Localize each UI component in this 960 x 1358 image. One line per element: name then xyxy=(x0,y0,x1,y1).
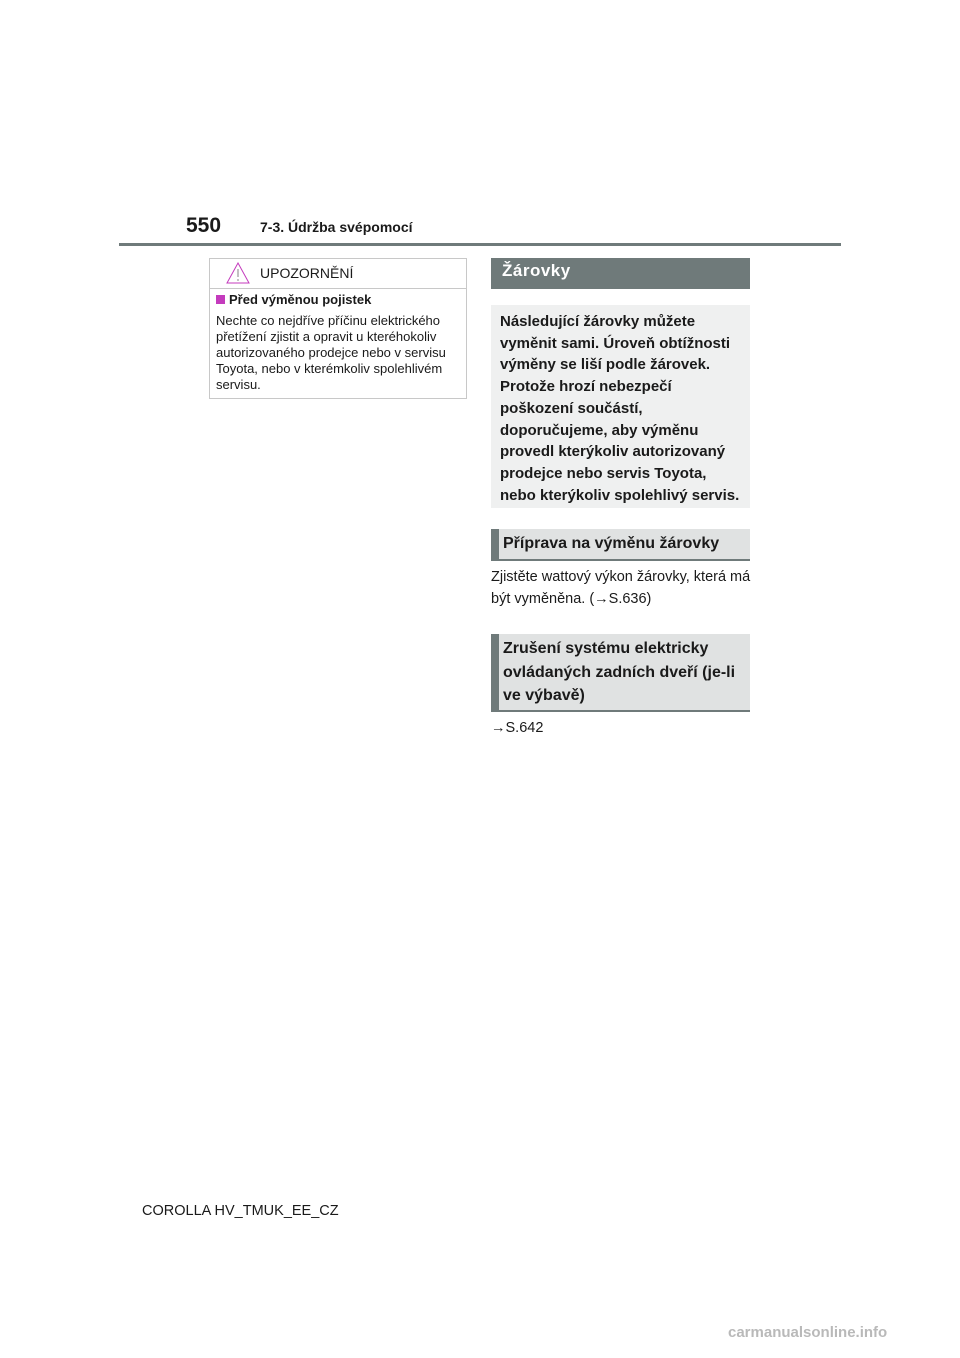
prep-heading: Příprava na výměnu žárovky xyxy=(491,529,750,561)
warning-triangle-icon xyxy=(226,262,250,284)
watermark: carmanualsonline.info xyxy=(728,1324,888,1341)
page-number: 550 xyxy=(186,214,222,237)
warning-text: Nechte co nejdříve příčinu elektrického přetížení zjistit a opravit u kteréhokoliv autorizovaného prodejce nebo v servisu Toyota, nebo v kterémkoliv spolehlivém servisu. xyxy=(216,313,446,392)
prep-text: Zjistěte wattový výkon žárovky, která má být vyměněna. (→S.636) xyxy=(491,569,751,607)
footer-model: COROLLA HV_TMUK_EE_CZ xyxy=(142,1203,339,1219)
bullet-square-icon xyxy=(216,295,225,304)
tailgate-reference-link[interactable]: →S.642 xyxy=(491,720,544,736)
warning-box xyxy=(209,258,467,399)
warning-subheading xyxy=(216,292,371,307)
warning-header xyxy=(210,259,466,289)
bulbs-intro: Následující žárovky můžete vyměnit sami. Úroveň obtížnosti výměny se liší podle žárovek. Protože hrozí nebezpečí poškození součástí, doporučujeme, aby výměnu provedl kterýkoliv autorizovaný prodejce nebo servis Toyota, nebo kterýkoliv spolehlivý servis. xyxy=(491,305,750,508)
header-divider xyxy=(119,243,841,246)
tailgate-heading: Zrušení systému elektricky ovládaných zadních dveří (je-li ve výbavě) xyxy=(491,634,750,712)
bulbs-heading: Žárovky xyxy=(491,258,750,289)
warning-title: UPOZORNĚNÍ xyxy=(260,265,354,281)
warning-subheading-text: Před výměnou pojistek xyxy=(229,292,372,307)
section-title: 7-3. Údržba svépomocí xyxy=(260,219,413,235)
